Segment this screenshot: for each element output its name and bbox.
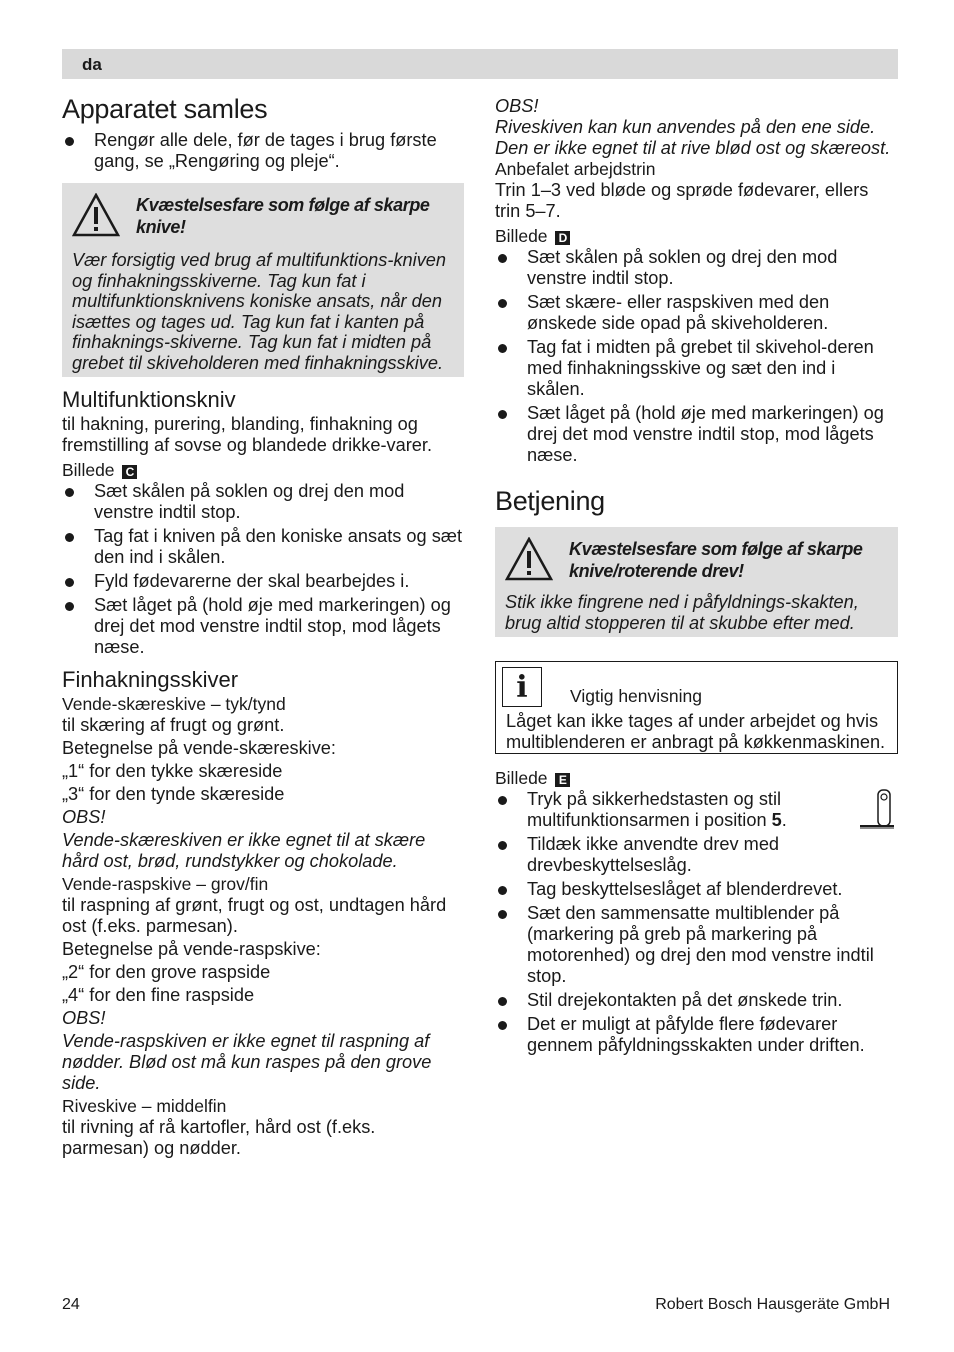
figure-e-badge: E xyxy=(555,773,570,787)
warning-title: Kvæstelsesfare som følge af skarpe knive! xyxy=(136,195,430,237)
bullet-icon xyxy=(65,533,74,542)
intro-list xyxy=(62,130,464,172)
disc1-description: til skæring af frugt og grønt. xyxy=(62,715,285,735)
list-item: Tryk på sikkerhedstasten og stil multifunktionsarmen i position 5. xyxy=(495,789,898,831)
list-item: Sæt skålen på soklen og drej den mod venstre indtil stop. xyxy=(62,481,464,523)
list-item: Tag beskyttelseslåget af blenderdrevet. xyxy=(495,879,898,900)
recommended-steps-text: Trin 1–3 ved bløde og sprøde fødevarer, ellers trin 5–7. xyxy=(495,180,869,221)
bullet-icon xyxy=(498,299,507,308)
disc1-option-2: „3“ for den tynde skæreside xyxy=(62,784,285,804)
list-item: Sæt skære- eller raspskiven med den ønskede side opad på skiveholderen. xyxy=(495,292,898,334)
warning-title: Kvæstelsesfare som følge af skarpe knive/roterende drev! xyxy=(569,539,863,581)
list-item: Sæt skålen på soklen og drej den mod venstre indtil stop. xyxy=(495,247,898,289)
list-item: Det er muligt at påfylde flere fødevarer gennem påfyldningsskakten under driften. xyxy=(495,1014,898,1056)
bullet-icon xyxy=(498,997,507,1006)
language-code: da xyxy=(82,55,102,74)
left-column xyxy=(62,92,464,1159)
list-item: Fyld fødevarerne der skal bearbejdes i. xyxy=(62,571,464,592)
warning-box xyxy=(495,527,898,637)
recommended-steps-title: Anbefalet arbejdstrin xyxy=(495,159,656,179)
figure-c-badge: C xyxy=(122,465,137,479)
figure-reference: Billede C xyxy=(62,460,464,481)
language-bar xyxy=(62,49,898,79)
multi-description: til hakning, purering, blanding, finhakning og fremstilling af sovse og blandede drikke-varer. xyxy=(62,414,432,455)
list-item: Stil drejekontakten på det ønskede trin. xyxy=(495,990,898,1011)
disc-steps-list xyxy=(495,247,898,466)
disc2-option-2: „4“ for den fine raspside xyxy=(62,985,255,1005)
disc1-title: Vende-skæreskive – tyk/tynd xyxy=(62,694,286,714)
disc2-label: Betegnelse på vende-raspskive: xyxy=(62,939,321,959)
bullet-icon xyxy=(498,344,507,353)
warning-triangle-icon xyxy=(505,537,553,581)
disc3-description: til rivning af rå kartofler, hård ost (f.eks. parmesan) og nødder. xyxy=(62,1117,376,1158)
list-item: Sæt låget på (hold øje med markeringen) og drej det mod venstre indtil stop, mod lågets næse. xyxy=(495,403,898,466)
list-item: Rengør alle dele, før de tages i brug første gang, se „Rengøring og pleje“. xyxy=(62,130,464,172)
list-item: Tildæk ikke anvendte drev med drevbeskyttelseslåg. xyxy=(495,834,898,876)
page-number: 24 xyxy=(62,1296,80,1313)
operation-steps-list xyxy=(495,789,898,1056)
bullet-icon xyxy=(498,910,507,919)
heading-multifunction-knife: Multifunktionskniv xyxy=(62,387,236,412)
company-name: Robert Bosch Hausgeräte GmbH xyxy=(655,1296,890,1313)
note-title: Vigtig henvisning xyxy=(570,686,702,706)
bullet-icon xyxy=(498,254,507,263)
disc2-option-1: „2“ for den grove raspside xyxy=(62,962,271,982)
warning-box xyxy=(62,183,464,377)
warning-triangle-icon xyxy=(72,193,120,237)
bullet-icon xyxy=(65,602,74,611)
disc1-obs: OBS! xyxy=(62,807,106,827)
grater-obs: OBS! xyxy=(495,96,539,116)
bullet-icon xyxy=(65,488,74,497)
disc1-option-1: „1“ for den tykke skæreside xyxy=(62,761,283,781)
list-item: Sæt den sammensatte multiblender på (markering på greb på markering på motorenhed) og drej den mod venstre indtil stop. xyxy=(495,903,898,987)
bullet-icon xyxy=(498,410,507,419)
multifunction-arm-icon xyxy=(858,787,898,833)
grater-obs-text: Riveskiven kan kun anvendes på den ene side. Den er ikke egnet til at rive blød ost og skæreost. xyxy=(495,117,891,158)
disc1-obs-text: Vende-skæreskiven er ikke egnet til at skære hård ost, brød, rundstykker og chokolade. xyxy=(62,830,426,871)
disc2-obs: OBS! xyxy=(62,1008,106,1028)
list-item: Tag fat i kniven på den koniske ansats og sæt den ind i skålen. xyxy=(62,526,464,568)
info-icon: i xyxy=(502,667,542,707)
important-note-box xyxy=(495,661,898,754)
bullet-icon xyxy=(498,886,507,895)
section-title-assembly: Apparatet samles xyxy=(62,94,268,124)
figure-d-badge: D xyxy=(555,231,570,245)
right-column xyxy=(495,96,898,1059)
bullet-icon xyxy=(498,841,507,850)
bullet-icon xyxy=(65,137,74,146)
multi-steps-list xyxy=(62,481,464,658)
warning-text: Stik ikke fingrene ned i påfyldnings-skakten, brug altid stopperen til at skubbe efter med. xyxy=(505,592,859,633)
disc2-description: til raspning af grønt, frugt og ost, undtagen hård ost (f.eks. parmesan). xyxy=(62,895,447,936)
list-item: Tag fat i midten på grebet til skivehol-deren med finhakningsskive og sæt den ind i skålen. xyxy=(495,337,898,400)
disc3-title: Riveskive – middelfin xyxy=(62,1096,227,1116)
bullet-icon xyxy=(498,1021,507,1030)
list-item: Sæt låget på (hold øje med markeringen) og drej det mod venstre indtil stop, mod lågets næse. xyxy=(62,595,464,658)
figure-reference: Billede D xyxy=(495,226,898,247)
disc2-obs-text: Vende-raspskiven er ikke egnet til raspning af nødder. Blød ost må kun raspes på den grove side. xyxy=(62,1031,432,1093)
note-text: Låget kan ikke tages af under arbejdet og hvis multiblenderen er anbragt på køkkenmaskinen. xyxy=(506,711,886,752)
bullet-icon xyxy=(65,578,74,587)
section-title-operation: Betjening xyxy=(495,486,605,516)
disc2-title: Vende-raspskive – grov/fin xyxy=(62,874,269,894)
heading-slicing-discs: Finhakningsskiver xyxy=(62,667,239,692)
bullet-icon xyxy=(498,796,507,805)
figure-reference: Billede E xyxy=(495,768,898,789)
disc1-label: Betegnelse på vende-skæreskive: xyxy=(62,738,336,758)
warning-text: Vær forsigtig ved brug af multifunktions-kniven og finhakningsskiverne. Tag kun fat i multifunktionsknivens koniske ansats, når den isættes og tages ud. Tag kun fat i kanten på finhaknings-skiverne. Tag kun fat i midten på grebet til skiveholderen med finhakningsskive. xyxy=(72,250,447,373)
